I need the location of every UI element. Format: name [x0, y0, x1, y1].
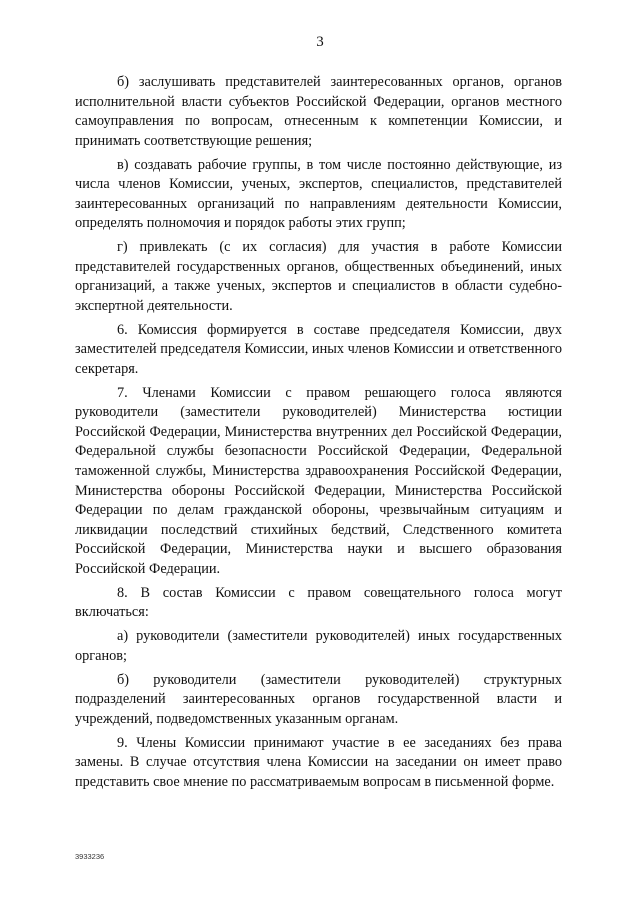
paragraph-8-advisory-members: 8. В состав Комиссии с правом совещательного голоса могут включаться: [75, 584, 562, 621]
document-code: 3933236 [75, 852, 105, 861]
document-body [75, 73, 562, 796]
paragraph-g-involve-representatives: г) привлекать (с их согласия) для участия в работе Комиссии представителей государственных органов, общественных объединений, иных организаций, а также ученых, экспертов и специалистов в области судебно-экспертной деятельности. [75, 239, 562, 314]
paragraph-b-hear-representatives: б) заслушивать представителей заинтересованных органов, органов исполнительной власти субъектов Российской Федерации, органов местного самоуправления по вопросам, отнесенным к компетенции Комиссии, и принимать соответствующие решения; [75, 74, 562, 149]
paragraph-v-working-groups: в) создавать рабочие группы, в том числе постоянно действующие, из числа членов Комиссии, ученых, экспертов, специалистов, представителей заинтересованных организаций по направлениям деятельности Комиссии, определять полномочия и порядок работы этих групп; [75, 156, 562, 232]
paragraph-7-voting-members: 7. Членами Комиссии с правом решающего голоса являются руководители (заместители руководителей) Министерства юстиции Российской Федерации, Министерства внутренних дел Российской Федерации, Федеральной службы безопасности Российской Федерации, Федеральной таможенной службы, Министерства здравоохранения Российской Федерации, Министерства обороны Российской Федерации, Министерства Российской Федерации по делам гражданской обороны, чрезвычайным ситуациям и ликвидации последствий стихийных бедствий, Следственного комитета Российской Федерации, Министерства науки и высшего образования Российской Федерации. [75, 384, 562, 577]
paragraph-8a-other-agencies: а) руководители (заместители руководителей) иных государственных органов; [75, 628, 562, 664]
paragraph-8b-structural-units: б) руководители (заместители руководителей) структурных подразделений заинтересованных органов государственной власти и учреждений, подведомственных указанным органам. [75, 671, 562, 727]
paragraph-9-participation: 9. Члены Комиссии принимают участие в ее заседаниях без права замены. В случае отсутствия члена Комиссии на заседании он имеет право представить свое мнение по рассматриваемым вопросам в письменной форме. [75, 734, 562, 790]
paragraph-6-composition: 6. Комиссия формируется в составе председателя Комиссии, двух заместителей председателя Комиссии, иных членов Комиссии и ответственного секретаря. [75, 321, 562, 377]
page-number: 3 [316, 34, 324, 50]
